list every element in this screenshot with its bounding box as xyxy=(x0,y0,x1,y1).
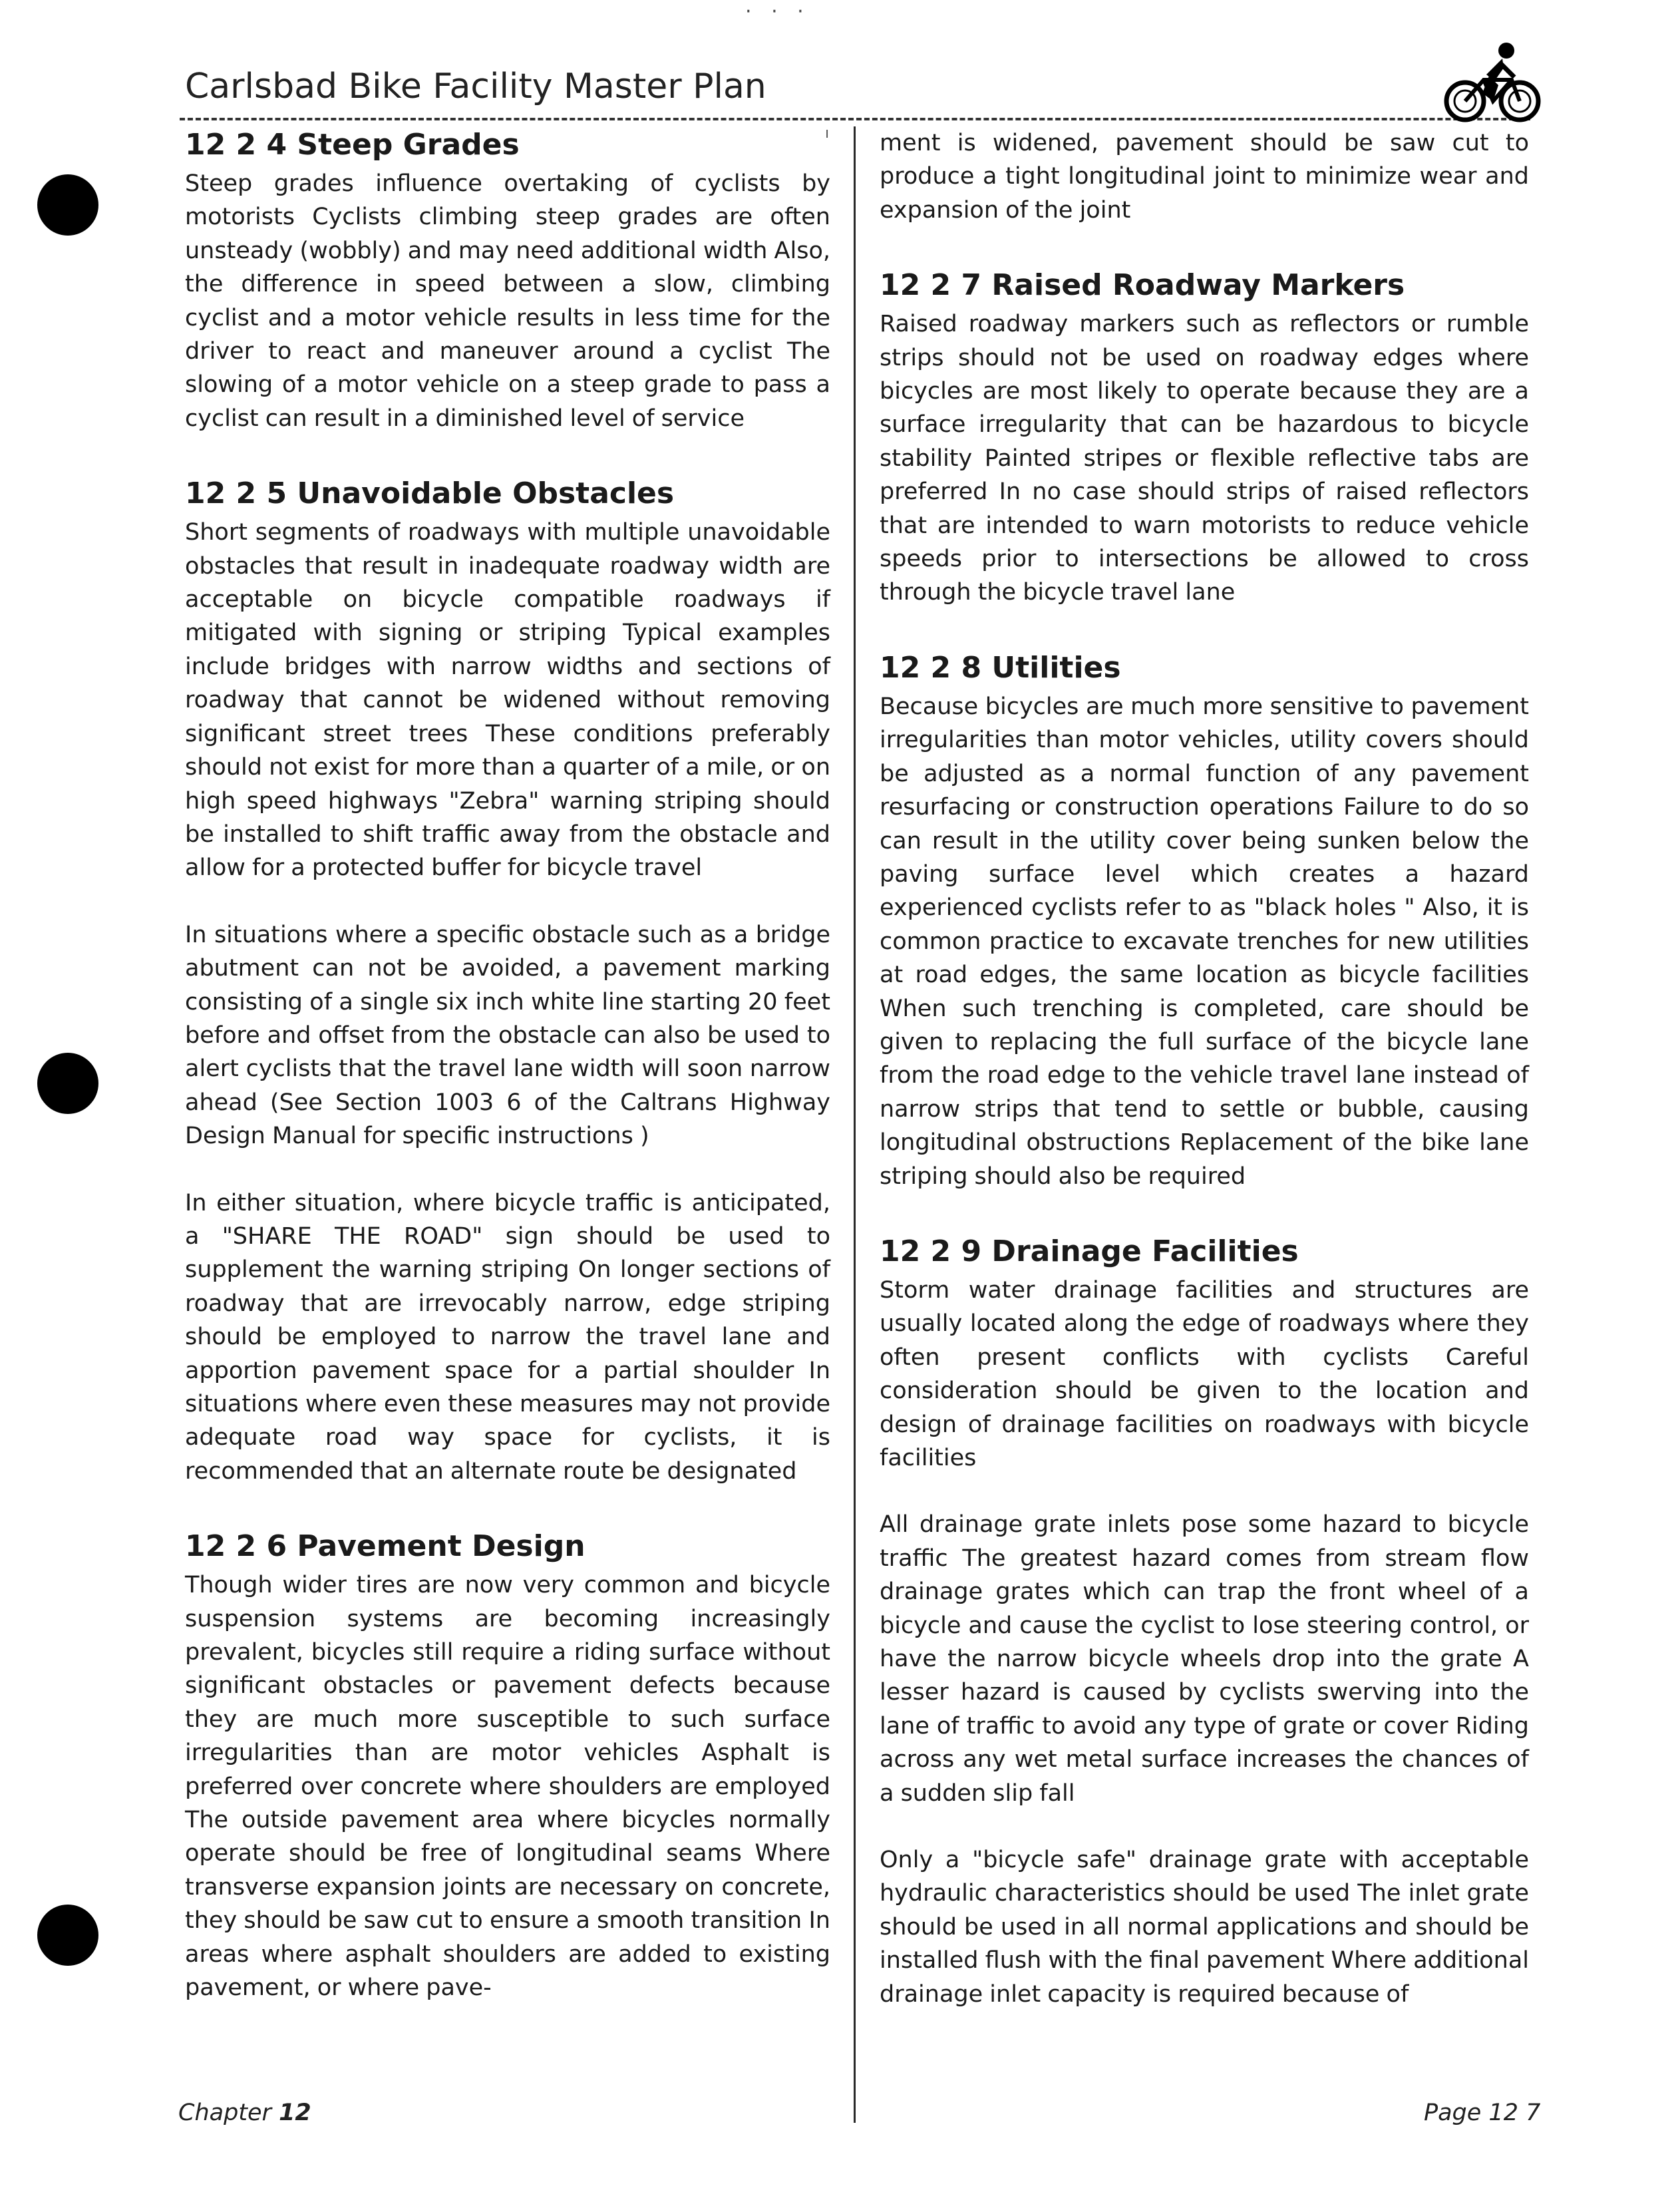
header-dashed-rule xyxy=(180,118,1530,120)
stray-mark: ı xyxy=(825,125,830,142)
section-heading: 12 2 4 Steep Grades xyxy=(185,128,520,162)
punch-hole-top xyxy=(37,174,98,236)
section-heading: 12 2 7 Raised Roadway Markers xyxy=(880,268,1405,303)
footer-chapter-label: Chapter xyxy=(178,2100,271,2126)
body-paragraph: Storm water drainage facilities and structures are usually located along the edge of roadways where they often present conflicts with cyclists Careful consideration should be given to the location and design of drainage facilities on roadways with bicycle facilities xyxy=(880,1276,1529,1471)
right-column xyxy=(880,126,1529,2011)
body-paragraph: Though wider tires are now very common and bicycle suspension systems are becoming increasingly prevalent, bicycles still require a riding surface without significant obstacles or pavement defects because they are much more susceptible to such surface irregularities than are motor vehicles Asphalt is preferred over concrete where shoulders are employed The outside pavement area where bicycles normally operate should be free of longitudinal seams Where transverse expansion joints are necessary on concrete, they should be saw cut to ensure a smooth transition In areas where asphalt shoulders are added to existing pavement, or where pave- xyxy=(185,1572,830,2002)
body-paragraph: Raised roadway markers such as reflectors or rumble strips should not be used on roadway edges where bicycles are most likely to operate because they are a surface irregularity that can be hazardous to bicycle stability Painted stripes or flexible reflective tabs are preferred In no case should strips of raised reflectors that are intended to warn motorists to reduce vehicle speeds prior to intersections be allowed to cross through the bicycle travel lane xyxy=(880,311,1529,606)
punch-hole-bottom xyxy=(37,1905,98,1966)
left-column xyxy=(185,126,830,2005)
section-heading: 12 2 5 Unavoidable Obstacles xyxy=(185,476,675,511)
section-heading: 12 2 6 Pavement Design xyxy=(185,1529,586,1564)
column-divider xyxy=(854,126,856,2123)
footer-chapter xyxy=(178,2100,311,2126)
body-paragraph: All drainage grate inlets pose some hazard to bicycle traffic The greatest hazard comes from stream flow drainage grates which can trap the front wheel of a bicycle and cause the cyclist to lose steering control, or have the narrow bicycle wheels drop into the grate A lesser hazard is caused by cyclists swerving into the lane of traffic to avoid any type of grate or cover Riding across any wet metal surface increases the chances of a sudden slip fall xyxy=(880,1511,1529,1807)
footer-page-number: Page 12 7 xyxy=(1424,2100,1541,2126)
body-paragraph: Steep grades influence overtaking of cyclists by motorists Cyclists climbing steep grades are often unsteady (wobbly) and may need additional width Also, the difference in speed between a slow, climbing cyclist and a motor vehicle results in less time for the driver to react and maneuver around a cyclist The slowing of a motor vehicle on a steep grade to pass a cyclist can result in a diminished level of service xyxy=(185,170,830,432)
body-paragraph: ment is widened, pavement should be saw cut to produce a tight longitudinal joint to minimize wear and expansion of the joint xyxy=(880,130,1529,224)
scan-specks: · · · xyxy=(745,0,810,23)
cyclist-icon xyxy=(1442,41,1542,124)
section-heading: 12 2 9 Drainage Facilities xyxy=(880,1234,1299,1268)
body-paragraph: Because bicycles are much more sensitive to pavement irregularities than motor vehicles, utility covers should be adjusted as a normal function of any pavement resurfacing or construction operations Failure to do so can result in the utility cover being sunken below the paving surface level which creates a hazard experienced cyclists refer to as "black holes " Also, it is common practice to excavate trenches for new utilities at road edges, the same location as bicycle facilities When such trenching is completed, care should be given to replacing the full surface of the bicycle lane from the road edge to the vehicle travel lane instead of narrow strips that tend to settle or bubble, causing longitudinal obstructions Replacement of the bike lane striping should also be required xyxy=(880,693,1529,1190)
body-paragraph: In either situation, where bicycle traffic is anticipated, a "SHARE THE ROAD" sign should be used to supplement the warning striping On longer sections of roadway that are irrevocably narrow, edge striping should be employed to narrow the travel lane and apportion pavement space for a partial shoulder In situations where even these measures may not provide adequate road way space for cyclists, it is recommended that an alternate route be designated xyxy=(185,1189,830,1485)
footer-chapter-number: 12 xyxy=(279,2100,311,2126)
body-paragraph: Short segments of roadways with multiple unavoidable obstacles that result in inadequate roadway width are acceptable on bicycle compatible roadways if mitigated with signing or striping Typical examples include bridges with narrow widths and sections of roadway that cannot be widened without removing significant street trees These conditions preferably should not exist for more than a quarter of a mile, or on high speed highways "Zebra" warning striping should be installed to shift traffic away from the obstacle and allow for a protected buffer for bicycle travel xyxy=(185,519,830,882)
punch-hole-middle xyxy=(37,1053,98,1114)
section-heading: 12 2 8 Utilities xyxy=(880,650,1121,685)
page-header-title: Carlsbad Bike Facility Master Plan xyxy=(185,67,766,106)
body-paragraph: Only a "bicycle safe" drainage grate with acceptable hydraulic characteristics should be used The inlet grate should be used in all normal applications and should be installed flush with the final pavement Where additional drainage inlet capacity is required because of xyxy=(880,1847,1529,2008)
body-paragraph: In situations where a specific obstacle such as a bridge abutment can not be avoided, a pavement marking consisting of a single six inch white line starting 20 feet before and offset from the obstacle can also be used to alert cyclists that the travel lane width will soon narrow ahead (See Section 1003 6 of the Caltrans Highway Design Manual for specific instructions ) xyxy=(185,921,830,1150)
